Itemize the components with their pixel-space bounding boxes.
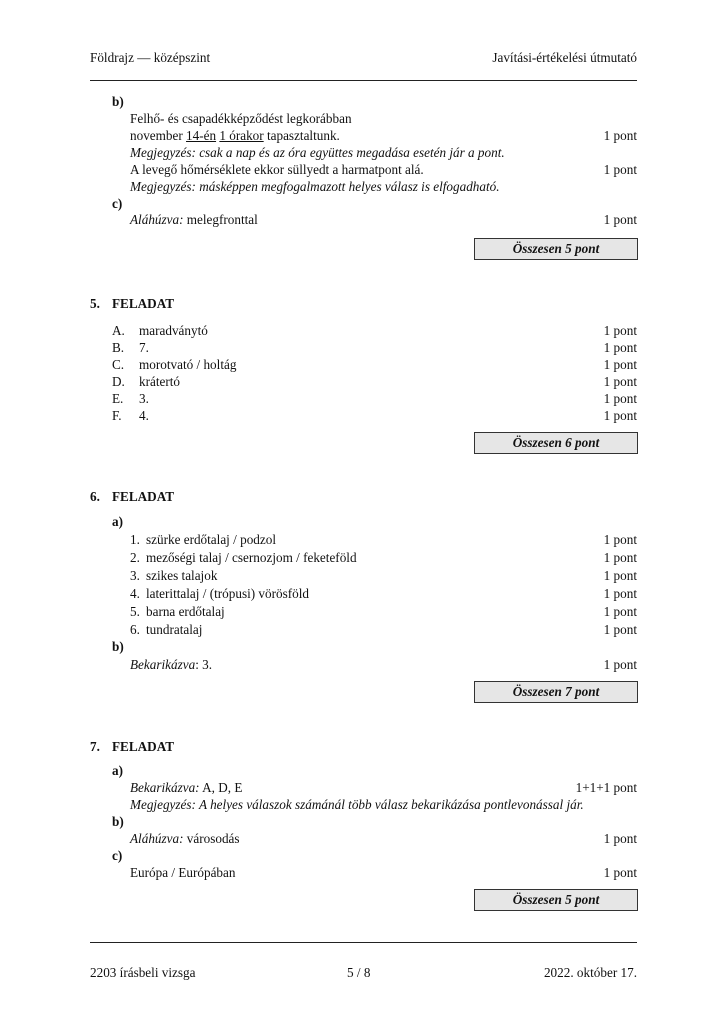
part4-b-line1: Felhő- és csapadékképződést legkorábban	[130, 111, 352, 126]
task6-a-label: a)	[112, 514, 123, 529]
task5-item-text: krátertó	[139, 374, 181, 389]
task5-item-text: maradványtó	[139, 323, 208, 338]
task7-a-prefix: Bekarikázva:	[130, 780, 200, 795]
task7-a-line	[130, 780, 242, 796]
task6-b-points: 1 pont	[603, 657, 637, 672]
task7-title: FELADAT	[112, 739, 175, 754]
footer-rule	[90, 942, 637, 943]
task6-item-number: 3.	[130, 568, 140, 583]
task6-item-text: tundratalaj	[146, 622, 203, 637]
underlined-day: 14-én	[186, 128, 217, 143]
task6-item-text: barna erdőtalaj	[146, 604, 225, 619]
task7-b-prefix: Aláhúzva:	[130, 831, 184, 846]
task5-item-letter: C.	[112, 357, 125, 372]
task6-b-line	[130, 657, 212, 673]
task5-item-letter: F.	[112, 408, 122, 423]
task6-item-points: 1 pont	[603, 604, 637, 619]
task6-b-label: b)	[112, 639, 124, 654]
part4-b-line2-post: tapasztaltunk.	[263, 128, 340, 143]
underlined-hour: 1 órakor	[219, 128, 264, 143]
task6-item-points: 1 pont	[603, 532, 637, 547]
task6-item-text: mezőségi talaj / csernozjom / feketeföld	[146, 550, 357, 565]
task5-item-text: 7.	[139, 340, 149, 355]
task6-b-prefix: Bekarikázva	[130, 657, 196, 672]
part4-c-answer: melegfronttal	[183, 212, 258, 227]
header-subject: Földrajz — középszint	[90, 50, 211, 65]
part4-b-label: b)	[112, 94, 124, 109]
task5-number: 5.	[90, 296, 100, 311]
part4-c-line	[130, 212, 258, 228]
task7-number: 7.	[90, 739, 100, 754]
part4-b-line3: A levegő hőmérséklete ekkor süllyedt a harmatpont alá.	[130, 162, 424, 177]
part4-b-note1: Megjegyzés: csak a nap és az óra együttes megadása esetén jár a pont.	[130, 145, 505, 160]
task6-item-number: 6.	[130, 622, 140, 637]
task7-a-note: Megjegyzés: A helyes válaszok számánál több válasz bekarikázása pontlevonással jár.	[130, 797, 584, 812]
part4-c-label: c)	[112, 196, 123, 211]
task6-item-text: szürke erdőtalaj / podzol	[146, 532, 276, 547]
page-number: 5 / 8	[347, 965, 371, 980]
task6-total-box: Összesen 7 pont	[474, 681, 638, 703]
task5-item-text: morotvató / holtág	[139, 357, 237, 372]
task5-item-letter: E.	[112, 391, 124, 406]
task6-item-text: laterittalaj / (trópusi) vörösföld	[146, 586, 309, 601]
task6-number: 6.	[90, 489, 100, 504]
task6-item-text: szikes talajok	[146, 568, 218, 583]
task7-c-points: 1 pont	[603, 865, 637, 880]
task6-item-number: 4.	[130, 586, 140, 601]
task6-item-number: 2.	[130, 550, 140, 565]
task7-b-points: 1 pont	[603, 831, 637, 846]
task5-item-points: 1 pont	[603, 374, 637, 389]
task5-item-letter: D.	[112, 374, 125, 389]
part4-b-line2	[130, 128, 340, 144]
part4-c-points: 1 pont	[603, 212, 637, 227]
task7-b-line	[130, 831, 240, 847]
part4-b-line3-points: 1 pont	[603, 162, 637, 177]
part4-b-note2: Megjegyzés: másképpen megfogalmazott helyes válasz is elfogadható.	[130, 179, 500, 194]
part4-b-line2-points: 1 pont	[603, 128, 637, 143]
task7-a-points: 1+1+1 pont	[575, 780, 637, 795]
task5-item-points: 1 pont	[603, 391, 637, 406]
task7-a-label: a)	[112, 763, 123, 778]
task5-item-points: 1 pont	[603, 357, 637, 372]
task5-item-points: 1 pont	[603, 323, 637, 338]
task7-c-label: c)	[112, 848, 123, 863]
task6-item-points: 1 pont	[603, 568, 637, 583]
task6-item-points: 1 pont	[603, 586, 637, 601]
task5-item-letter: B.	[112, 340, 125, 355]
part4-b-line2-pre: november	[130, 128, 187, 143]
task7-c-answer: Európa / Európában	[130, 865, 236, 880]
task5-item-points: 1 pont	[603, 408, 637, 423]
header-rule	[90, 80, 637, 81]
part4-c-prefix: Aláhúzva:	[130, 212, 184, 227]
part4-total-box: Összesen 5 pont	[474, 238, 638, 260]
header-doc-title: Javítási-értékelési útmutató	[492, 50, 637, 65]
task7-b-answer: városodás	[183, 831, 240, 846]
task6-item-number: 1.	[130, 532, 140, 547]
task7-total-box: Összesen 5 pont	[474, 889, 638, 911]
task7-a-answer: A, D, E	[199, 780, 243, 795]
task7-b-label: b)	[112, 814, 124, 829]
task5-title: FELADAT	[112, 296, 175, 311]
task5-item-text: 4.	[139, 408, 149, 423]
task6-title: FELADAT	[112, 489, 175, 504]
task5-item-points: 1 pont	[603, 340, 637, 355]
task5-item-text: 3.	[139, 391, 149, 406]
task6-item-number: 5.	[130, 604, 140, 619]
task6-b-answer: : 3.	[195, 657, 213, 672]
task5-total-box: Összesen 6 pont	[474, 432, 638, 454]
footer-date: 2022. október 17.	[543, 965, 637, 980]
task5-item-letter: A.	[112, 323, 125, 338]
task6-item-points: 1 pont	[603, 550, 637, 565]
footer-exam-code: 2203 írásbeli vizsga	[90, 965, 196, 980]
task6-item-points: 1 pont	[603, 622, 637, 637]
